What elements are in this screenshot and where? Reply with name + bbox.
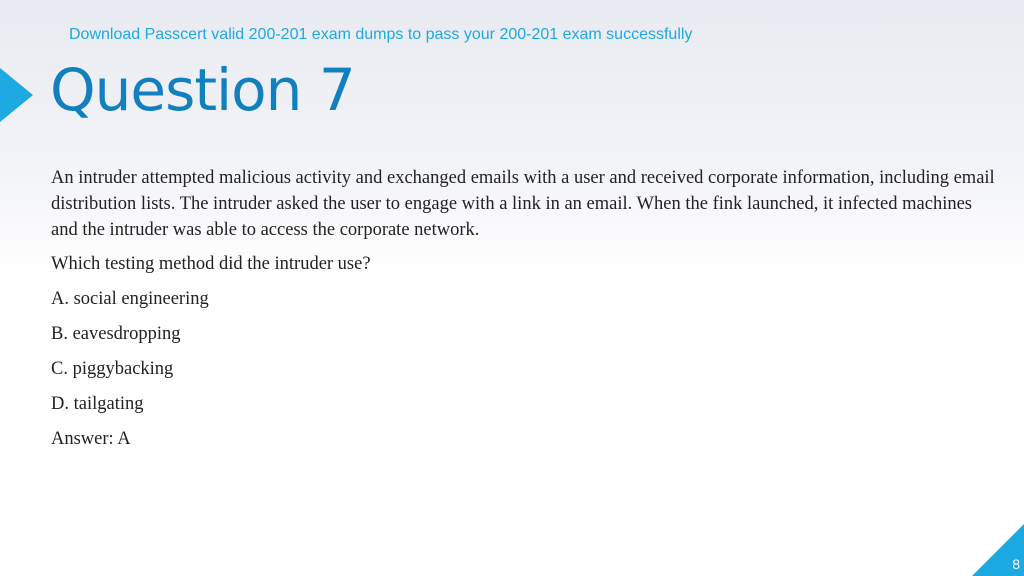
option-a: A. social engineering — [51, 289, 209, 309]
question-text: An intruder attempted malicious activity and exchanged emails with a user and received corporate information, including email distribution lists. The intruder asked the user to engage with a link in an email. When the fink launched, it infected machines and the intruder was able to access the corporate network. — [51, 168, 995, 240]
page-number: 8 — [1012, 556, 1020, 572]
answer-text: Answer: A — [51, 429, 131, 449]
slide-title: Question 7 — [50, 56, 355, 124]
slide-content — [51, 165, 1001, 452]
option-c: C. piggybacking — [51, 359, 174, 379]
title-marker-triangle — [0, 68, 33, 122]
option-d: D. tailgating — [51, 394, 144, 414]
option-b: B. eavesdropping — [51, 324, 181, 344]
question-prompt: Which testing method did the intruder use? — [51, 254, 371, 274]
download-banner[interactable]: Download Passcert valid 200-201 exam dumps to pass your 200-201 exam successfully — [69, 26, 693, 43]
